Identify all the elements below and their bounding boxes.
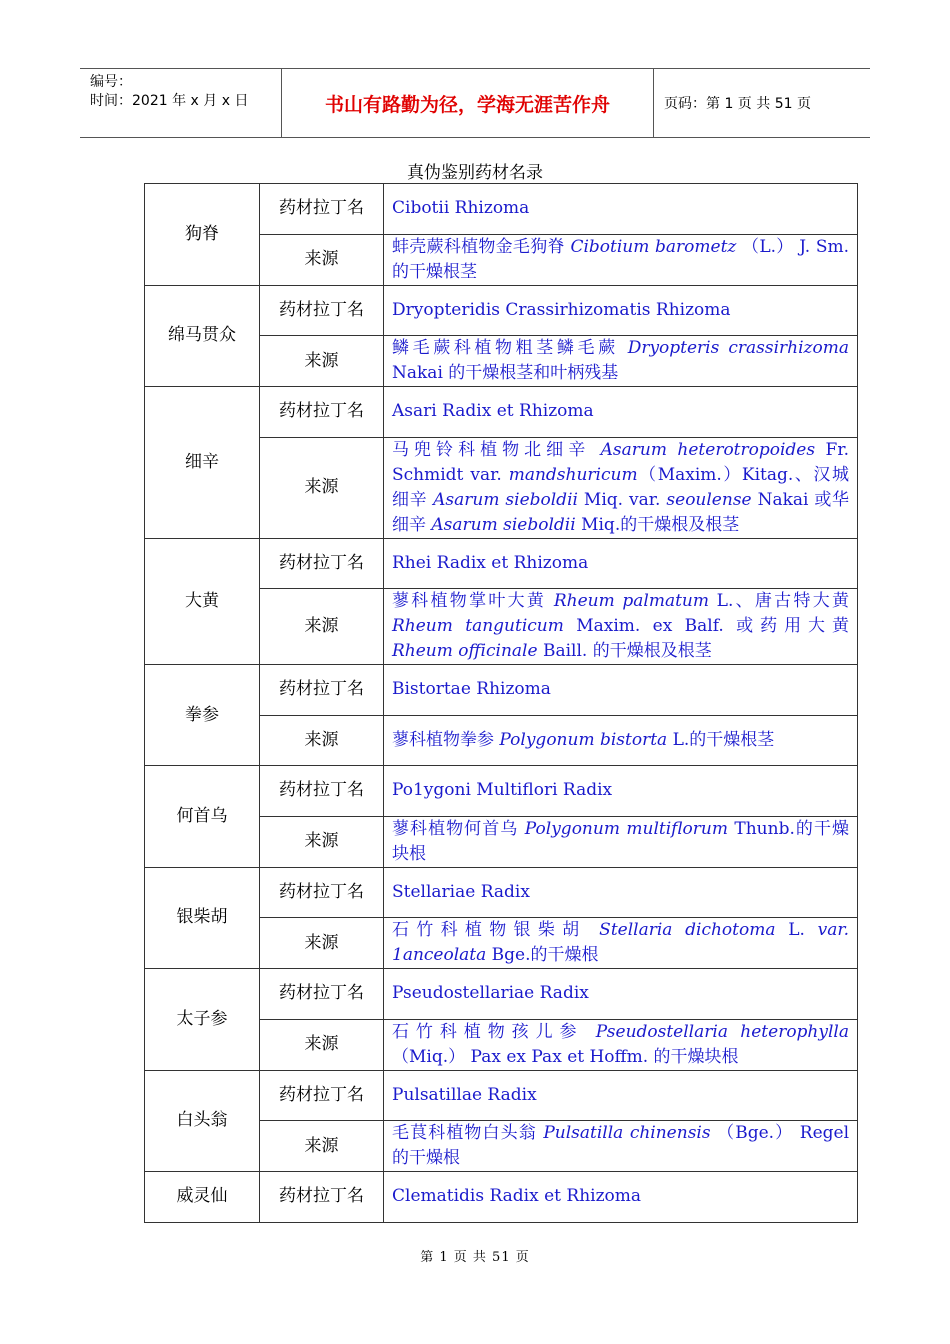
table-row <box>145 665 858 716</box>
source-text: L. <box>775 920 818 940</box>
number-label: 编号： <box>90 74 132 90</box>
latin-name-value: Dryopteridis Crassirhizomatis Rhizoma <box>384 285 858 336</box>
source-value <box>384 437 858 538</box>
species-name: Polygonum bistorta <box>499 729 668 750</box>
latin-name-label: 药材拉丁名 <box>260 766 384 817</box>
herb-name: 威灵仙 <box>145 1172 260 1223</box>
source-text: 鳞毛蕨科植物粗茎鳞毛蕨 <box>392 338 628 358</box>
source-value <box>384 715 858 766</box>
species-name: Rheum tanguticum <box>392 616 564 636</box>
source-value <box>384 1019 858 1070</box>
herb-name: 细辛 <box>145 387 260 539</box>
herb-name: 拳参 <box>145 665 260 766</box>
header-motto: 书山有路勤为径，学海无涯苦作舟 <box>282 69 654 137</box>
latin-name-value: Pulsatillae Radix <box>384 1070 858 1121</box>
table-row <box>145 387 858 438</box>
species-name: Asarum sieboldii <box>433 489 578 510</box>
header-meta <box>80 69 282 137</box>
source-value <box>384 1121 858 1172</box>
source-text: Thunb.的干燥块根 <box>392 818 849 864</box>
species-name: Pseudostellaria heterophylla <box>595 1021 849 1042</box>
table-row <box>145 766 858 817</box>
source-text: 石竹科植物银柴胡 <box>392 920 600 940</box>
source-text: Nakai 的干燥根茎和叶柄残基 <box>392 363 619 383</box>
herb-table <box>144 183 858 1223</box>
herb-name: 白头翁 <box>145 1070 260 1172</box>
source-text: Maxim. ex Balf. 或药用大黄 <box>563 616 849 636</box>
table-row <box>145 1070 858 1121</box>
table-row <box>145 285 858 336</box>
table-row <box>145 538 858 589</box>
herb-name: 银柴胡 <box>145 867 260 969</box>
source-label: 来源 <box>260 1019 384 1070</box>
source-label: 来源 <box>260 715 384 766</box>
species-name: Dryopteris crassirhizoma <box>627 338 849 358</box>
herb-name: 大黄 <box>145 538 260 665</box>
latin-name-label: 药材拉丁名 <box>260 538 384 589</box>
source-text: 蚌壳蕨科植物金毛狗脊 <box>392 236 571 257</box>
source-text: Nakai 或华细辛 <box>392 489 849 535</box>
species-name: Asarum heterotropoides <box>600 439 816 460</box>
time-label: 时间：2021 年 x 月 x 日 <box>90 93 249 109</box>
source-text: 石竹科植物孩儿参 <box>392 1021 596 1042</box>
herb-name: 狗脊 <box>145 184 260 286</box>
table-row <box>145 184 858 235</box>
species-name: Stellaria dichotoma <box>599 920 776 940</box>
latin-name-label: 药材拉丁名 <box>260 285 384 336</box>
species-name: Rheum officinale <box>392 641 538 661</box>
source-value <box>384 336 858 387</box>
page-header <box>80 68 870 138</box>
latin-name-label: 药材拉丁名 <box>260 184 384 235</box>
latin-name-label: 药材拉丁名 <box>260 969 384 1020</box>
latin-name-label: 药材拉丁名 <box>260 387 384 438</box>
source-text: Fr. Schmidt var. <box>392 439 849 485</box>
latin-name-label: 药材拉丁名 <box>260 1172 384 1223</box>
latin-name-label: 药材拉丁名 <box>260 665 384 716</box>
species-name: seoulense <box>666 489 752 510</box>
latin-name-value: Clematidis Radix et Rhizoma <box>384 1172 858 1223</box>
document-title: 真伪鉴别药材名录 <box>407 163 543 183</box>
page-footer: 第 1 页 共 51 页 <box>420 1250 530 1265</box>
source-label: 来源 <box>260 589 384 665</box>
source-value <box>384 589 858 665</box>
source-text: Bge.的干燥根 <box>486 945 599 965</box>
species-name: Cibotium barometz <box>570 236 737 257</box>
source-text: 蓼科植物拳参 <box>392 729 500 750</box>
latin-name-label: 药材拉丁名 <box>260 1070 384 1121</box>
source-label: 来源 <box>260 816 384 867</box>
source-label: 来源 <box>260 1121 384 1172</box>
source-text: （Bge.） Regel 的干燥根 <box>392 1123 850 1168</box>
herb-name: 何首乌 <box>145 766 260 868</box>
latin-name-value: Asari Radix et Rhizoma <box>384 387 858 438</box>
latin-name-value: Pseudostellariae Radix <box>384 969 858 1020</box>
source-text: 蓼科植物何首乌 <box>392 818 525 839</box>
source-label: 来源 <box>260 234 384 285</box>
latin-name-value: Bistortae Rhizoma <box>384 665 858 716</box>
latin-name-value: Stellariae Radix <box>384 867 858 918</box>
species-name: Rheum palmatum <box>553 591 709 611</box>
source-text: L.的干燥根茎 <box>667 729 775 750</box>
species-name: mandshuricum <box>508 464 638 485</box>
source-text: 毛茛科植物白头翁 <box>392 1123 544 1143</box>
species-name: var. 1anceolata <box>392 920 850 965</box>
source-text: Miq. var. <box>577 489 667 510</box>
source-text: （L.） J. Sm.的干燥根茎 <box>392 236 849 282</box>
header-page-info: 页码：第 1 页 共 51 页 <box>664 96 811 112</box>
source-value <box>384 234 858 285</box>
source-text: L.、唐古特大黄 <box>709 591 849 611</box>
source-text: Baill. 的干燥根及根茎 <box>537 641 712 661</box>
source-label: 来源 <box>260 336 384 387</box>
source-text: 蓼科植物掌叶大黄 <box>392 591 554 611</box>
latin-name-value: Po1ygoni Multiflori Radix <box>384 766 858 817</box>
table-row <box>145 1172 858 1223</box>
species-name: Asarum sieboldii <box>431 514 576 535</box>
table-row <box>145 969 858 1020</box>
source-value <box>384 816 858 867</box>
latin-name-value: Rhei Radix et Rhizoma <box>384 538 858 589</box>
source-text: （Miq.） Pax ex Pax et Hoffm. 的干燥块根 <box>392 1046 739 1067</box>
latin-name-label: 药材拉丁名 <box>260 867 384 918</box>
source-label: 来源 <box>260 437 384 538</box>
latin-name-value: Cibotii Rhizoma <box>384 184 858 235</box>
source-text: Miq.的干燥根及根茎 <box>575 514 740 535</box>
source-value <box>384 918 858 969</box>
source-text: 马兜铃科植物北细辛 <box>392 439 601 460</box>
source-text: （Maxim.）Kitag.、汉城细辛 <box>392 464 849 510</box>
species-name: Polygonum multiflorum <box>524 818 728 839</box>
source-label: 来源 <box>260 918 384 969</box>
herb-name: 太子参 <box>145 969 260 1071</box>
species-name: Pulsatilla chinensis <box>543 1123 711 1143</box>
herb-name: 绵马贯众 <box>145 285 260 387</box>
table-row <box>145 867 858 918</box>
